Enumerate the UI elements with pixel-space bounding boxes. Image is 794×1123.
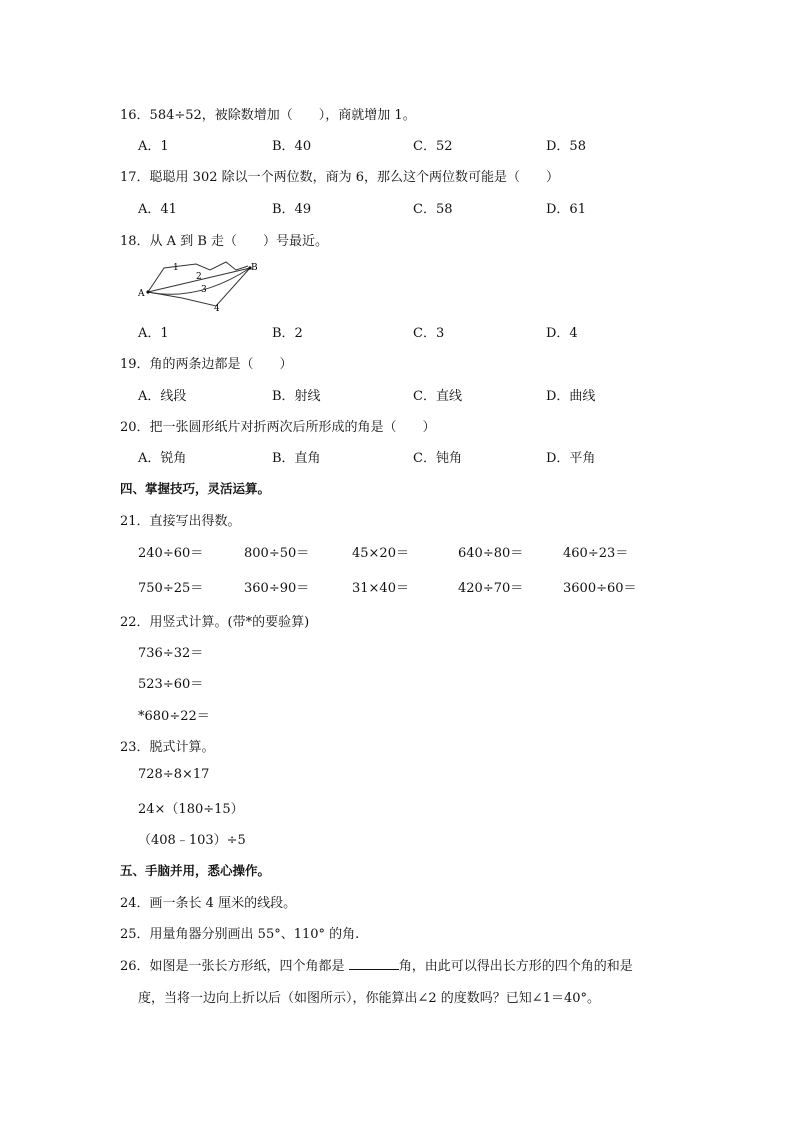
q17-option-c[interactable]: C．58 — [413, 202, 453, 217]
calc-item: 640÷80＝ — [458, 546, 524, 561]
question-20: 20．把一张圆形纸片对折两次后所形成的角是（ ） — [120, 420, 436, 435]
q19-option-b[interactable]: B．射线 — [272, 389, 321, 404]
q19-option-d[interactable]: D．曲线 — [546, 389, 596, 404]
q16-option-d[interactable]: D．58 — [546, 139, 586, 154]
q22-item: 736÷32＝ — [138, 646, 204, 661]
q16-option-c[interactable]: C．52 — [413, 139, 453, 154]
q19-option-a[interactable]: A．线段 — [138, 389, 187, 404]
question-24: 24．画一条长 4 厘米的线段。 — [120, 896, 297, 911]
route-label-3: 3 — [201, 285, 207, 295]
calc-item: 31×40＝ — [352, 581, 409, 596]
section-5-title: 五、手脑并用，悉心操作。 — [120, 863, 271, 878]
calc-item: 750÷25＝ — [138, 581, 204, 596]
q20-option-d[interactable]: D．平角 — [546, 451, 596, 466]
question-21: 21．直接写出得数。 — [120, 514, 241, 529]
q23-item: 24×（180÷15） — [138, 802, 244, 817]
q18-options — [138, 322, 658, 340]
q17-option-a[interactable]: A．41 — [138, 202, 177, 217]
q23-item: （408﹣103）÷5 — [138, 833, 246, 848]
calc-item: 420÷70＝ — [458, 581, 524, 596]
q17-options — [138, 198, 658, 216]
calc-item: 800÷50＝ — [244, 546, 310, 561]
q22-item: *680÷22＝ — [138, 709, 210, 724]
q19-option-c[interactable]: C．直线 — [413, 389, 462, 404]
question-22: 22．用竖式计算。(带*的要验算) — [120, 615, 310, 630]
question-16: 16．584÷52，被除数增加（ ），商就增加 1。 — [120, 108, 416, 123]
calc-item: 240÷60＝ — [138, 546, 204, 561]
q20-option-a[interactable]: A．锐角 — [138, 451, 187, 466]
route-label-1: 1 — [173, 263, 179, 273]
label-b: B — [251, 263, 258, 273]
q22-item: 523÷60＝ — [138, 677, 204, 692]
route-label-2: 2 — [196, 272, 202, 282]
question-17: 17．聪聪用 302 除以一个两位数，商为 6，那么这个两位数可能是（ ） — [120, 170, 560, 185]
q18-option-b[interactable]: B．2 — [272, 326, 303, 341]
route-diagram — [138, 256, 260, 314]
q26-text-after: 角，由此可以得出长方形的四个角的和是 — [398, 959, 633, 974]
q21-row-1 — [138, 542, 658, 560]
q20-options — [138, 447, 658, 465]
q18-option-d[interactable]: D．4 — [546, 326, 578, 341]
question-25: 25．用量角器分别画出 55°、110° 的角. — [120, 927, 360, 942]
question-23: 23．脱式计算。 — [120, 740, 215, 755]
q18-option-c[interactable]: C．3 — [413, 326, 445, 341]
q17-option-b[interactable]: B．49 — [272, 202, 312, 217]
question-26 — [120, 955, 633, 974]
q16-option-b[interactable]: B．40 — [272, 139, 312, 154]
q16-option-a[interactable]: A．1 — [138, 139, 169, 154]
q18-option-a[interactable]: A．1 — [138, 326, 169, 341]
question-19: 19．角的两条边都是（ ） — [120, 357, 293, 372]
q19-options — [138, 385, 658, 403]
calc-item: 360÷90＝ — [244, 581, 310, 596]
question-18: 18．从 A 到 B 走（ ）号最近。 — [120, 234, 329, 249]
q20-option-b[interactable]: B．直角 — [272, 451, 321, 466]
q26-text-before: 26．如图是一张长方形纸，四个角都是 — [120, 959, 345, 974]
section-4-title: 四、掌握技巧，灵活运算。 — [120, 481, 271, 496]
q20-option-c[interactable]: C．钝角 — [413, 451, 462, 466]
q21-row-2 — [138, 577, 658, 595]
label-a: A — [138, 289, 145, 299]
calc-item: 45×20＝ — [352, 546, 409, 561]
q16-options — [138, 135, 658, 153]
q23-item: 728÷8×17 — [138, 767, 210, 782]
calc-item: 460÷23＝ — [563, 546, 629, 561]
calc-item: 3600÷60＝ — [563, 581, 637, 596]
q26-line-2: 度，当将一边向上折以后（如图所示），你能算出∠2 的度数吗？已知∠1＝40°。 — [138, 991, 601, 1006]
point-a — [146, 290, 149, 293]
q17-option-d[interactable]: D．61 — [546, 202, 586, 217]
route-label-4: 4 — [214, 304, 220, 314]
answer-blank[interactable] — [349, 957, 399, 970]
